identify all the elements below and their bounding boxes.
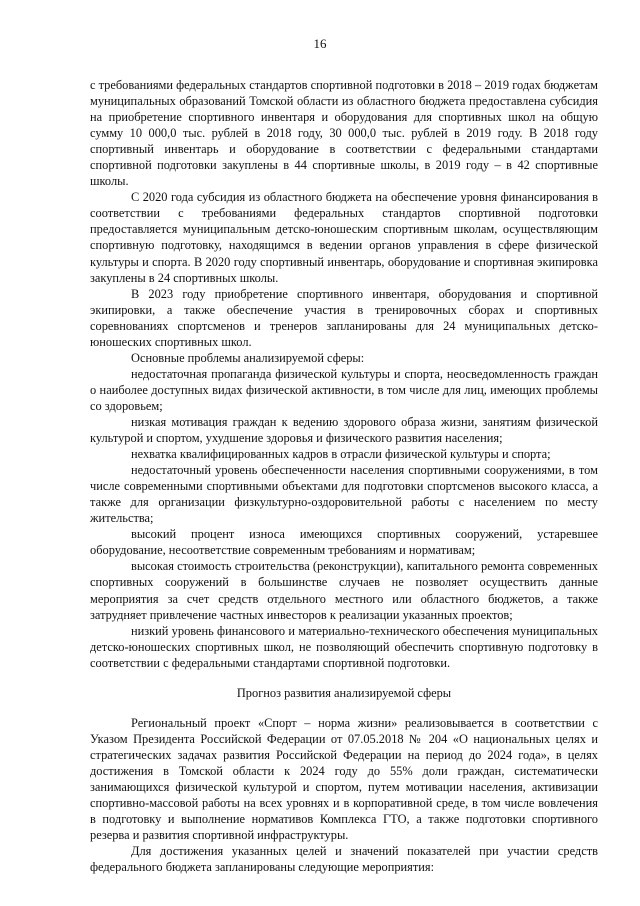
page-number: 16 [313, 36, 327, 51]
list-item: недостаточный уровень обеспеченности населения спортивными сооружениями, в том числе современными спортивными объектами для подготовки спортсменов высокого класса, а также для организации физкультурно-оздоровительной работы с населением по месту жительства; [90, 463, 598, 526]
section-heading: Прогноз развития анализируемой сферы [236, 685, 452, 700]
paragraph: Региональный проект «Спорт – норма жизни» реализовывается в соответствии с Указом Президента Российской Федерации от 07.05.2018 № 204 «О национальных целях и стратегических задачах развития Российской Федерации на период до 2024 года», в целях достижения в Томской области к 2024 году до 55% доли граждан, систематически занимающихся физической культурой и спортом, путем мотивации населения, активизации спортивно-массовой работы на всех уровнях и в корпоративной среде, в том числе вовлечения в подготовку и выполнение нормативов Комплекса ГТО, а также подготовки спортивного резерва и развития спортивной инфраструктуры. [90, 715, 598, 843]
paragraph: С 2020 года субсидия из областного бюджета на обеспечение уровня финансирования в соответствии с требованиями федеральных стандартов спортивной подготовки предоставляется муниципальным детско-юношеским спортивным школам, осуществляющим спортивную подготовку, находящимся в ведении органов управления в сфере физической культуры и спорта. В 2020 году спортивный инвентарь, оборудование и спортивная экипировка закуплены в 24 спортивных школы. [90, 190, 598, 285]
list-item: высокий процент износа имеющихся спортивных сооружений, устаревшее оборудование, несоответствие современным требованиям и нормативам; [90, 527, 598, 558]
list-item: низкая мотивация граждан к ведению здорового образа жизни, занятиям физической культурой и спортом, ухудшение здоровья и физического развития населения; [90, 414, 598, 446]
list-item: нехватка квалифицированных кадров в отрасли физической культуры и спорта; [131, 447, 551, 462]
paragraph: В 2023 году приобретение спортивного инвентаря, оборудования и спортивной экипировки, а также обеспечение участия в тренировочных сборах и спортивных соревнованиях спортсменов и тренеров запланированы для 24 муниципальных детско-юношеских спортивных школ. [90, 286, 598, 349]
paragraph: Для достижения указанных целей и значений показателей при участии средств федерального бюджета запланированы следующие мероприятия: [90, 844, 598, 875]
paragraph: с требованиями федеральных стандартов спортивной подготовки в 2018 – 2019 годах бюджетам муниципальных образований Томской области из областного бюджета предоставлена субсидия на приобретение спортивного инвентаря и оборудования для спортивных школ на общую сумму 10 000,0 тыс. рублей в 2018 году, 30 000,0 тыс. рублей в 2019 году. В 2018 году спортивный инвентарь и оборудование в соответствии с федеральными стандартами спортивной подготовки закуплены в 44 спортивные школы, в 2019 году – в 42 спортивные школы. [90, 78, 598, 189]
document-body [90, 77, 598, 875]
list-item: недостаточная пропаганда физической культуры и спорта, неосведомленность граждан о наиболее доступных видах физической активности, в том числе для лиц, имеющих проблемы со здоровьем; [90, 366, 598, 413]
list-item: низкий уровень финансового и материально-технического обеспечения муниципальных детско-юношеских спортивных школ, не позволяющий обеспечить спортивную подготовку в соответствии с федеральными стандартами спортивной подготовки. [90, 623, 598, 670]
paragraph: Основные проблемы анализируемой сферы: [131, 350, 365, 365]
list-item: высокая стоимость строительства (реконструкции), капитального ремонта современных спортивных сооружений в большинстве случаев не позволяет осуществить данные мероприятия за счет средств отдельного местного или областного бюджетов, а также затрудняет привлечение частных инвесторов к реализации указанных проектов; [90, 559, 598, 622]
